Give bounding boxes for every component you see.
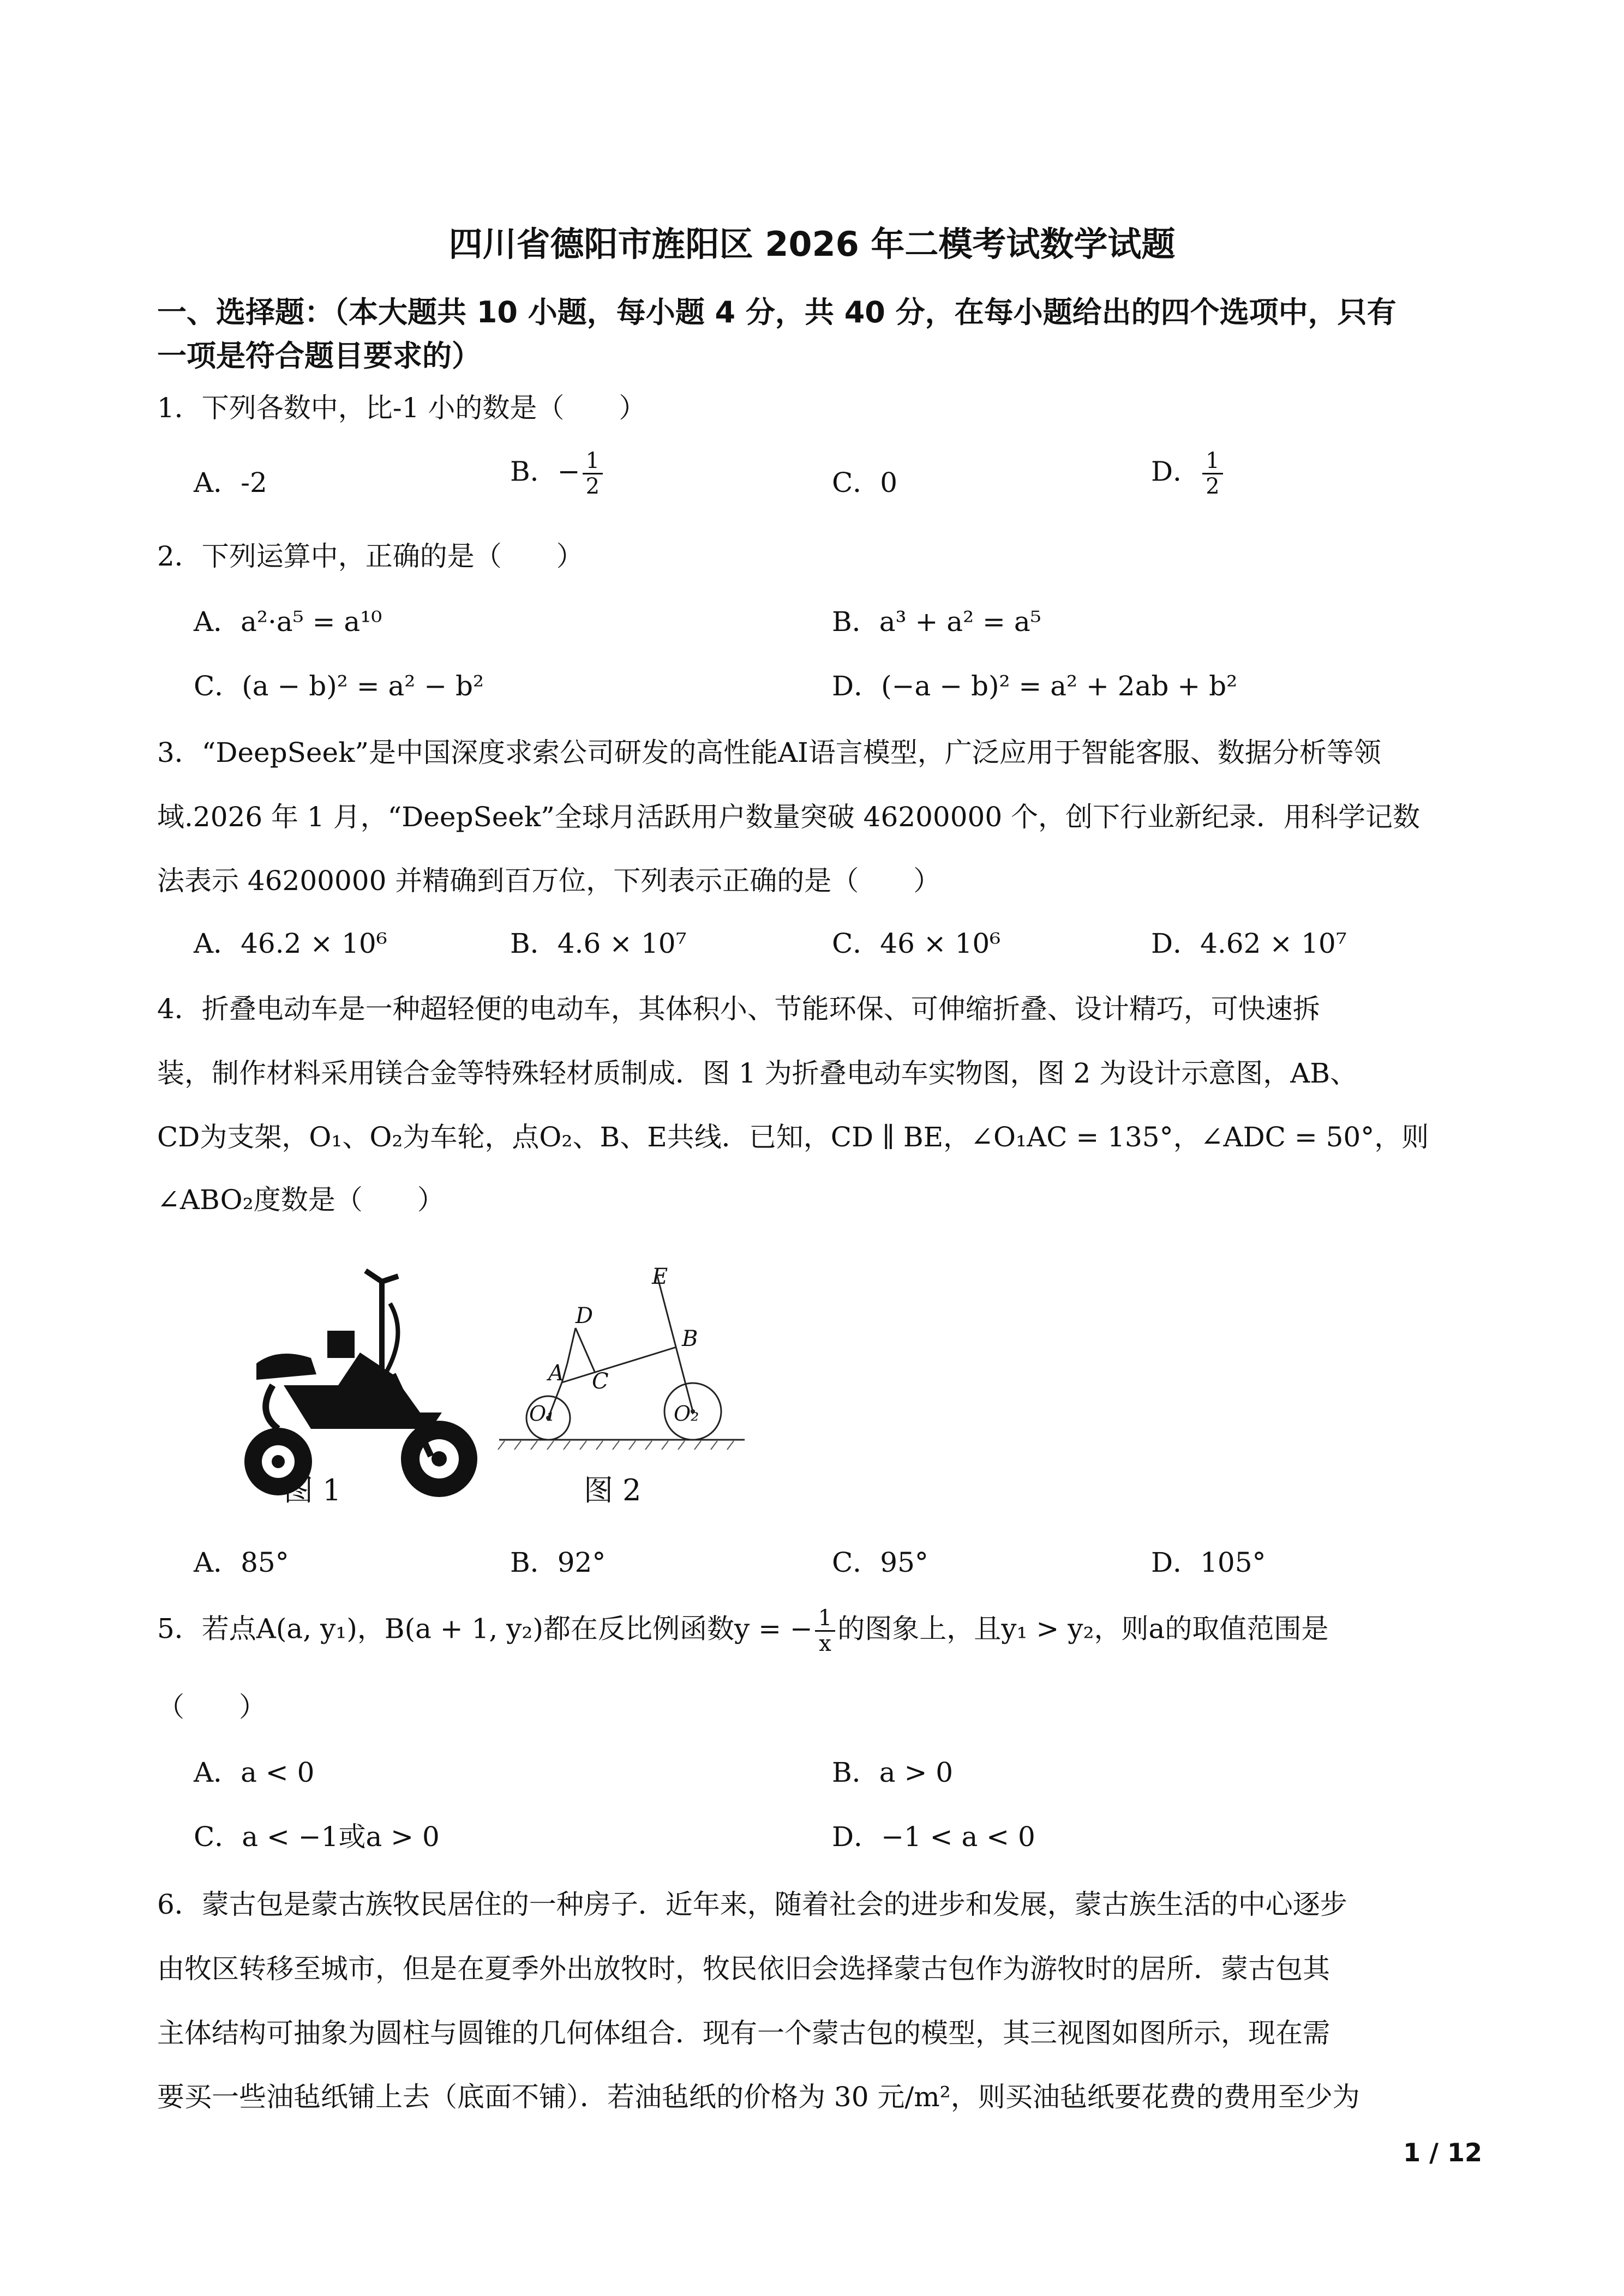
q3-option-d: D．4.62 × 10⁷	[1151, 928, 1347, 959]
q5-fraction	[815, 1606, 835, 1656]
q1-option-b	[510, 449, 605, 498]
q1-d-denominator: 2	[1206, 474, 1220, 499]
question-1-stem: 1．下列各数中，比-1 小的数是（ ）	[157, 392, 646, 424]
q1-option-c: C．0	[832, 467, 898, 498]
label-O2: O₂	[674, 1402, 699, 1426]
q4-option-d: D．105°	[1151, 1547, 1266, 1578]
section-heading-line2: 一项是符合题目要求的）	[157, 339, 481, 373]
q3-option-b: B．4.6 × 10⁷	[510, 928, 687, 959]
label-C: C	[592, 1369, 609, 1394]
label-D: D	[576, 1303, 594, 1329]
question-5-line2: （ ）	[157, 1691, 266, 1723]
page-title: 四川省德阳市旌阳区 2026 年二模考试数学试题	[448, 224, 1176, 264]
q1-option-d	[1151, 449, 1225, 498]
question-4-line3: CD为支架，O₁、O₂为车轮，点O₂、B、E共线．已知，CD ∥ BE，∠O₁AC = 135°，∠ADC = 50°，则	[157, 1121, 1429, 1153]
scooter-illustration	[202, 1249, 486, 1511]
q1-option-b-fraction	[583, 449, 603, 498]
q4-option-b: B．92°	[510, 1547, 606, 1578]
q5-numerator: 1	[815, 1606, 835, 1632]
q2-option-c: C．(a − b)² = a² − b²	[194, 670, 484, 702]
question-4-line2: 装，制作材料采用镁合金等特殊轻材质制成．图 1 为折叠电动车实物图，图 2 为设计示意图，AB、	[157, 1057, 1358, 1089]
question-6-line4: 要买一些油毡纸铺上去（底面不铺）．若油毡纸的价格为 30 元/m²，则买油毡纸要花费的费用至少为	[157, 2081, 1360, 2113]
question-4-line4: ∠ABO₂度数是（ ）	[157, 1184, 445, 1216]
q1-d-numerator: 1	[1202, 449, 1223, 474]
q5-option-b: B．a > 0	[832, 1757, 954, 1788]
question-6-line2: 由牧区转移至城市，但是在夏季外出放牧时，牧民依旧会选择蒙古包作为游牧时的居所．蒙古包其	[157, 1953, 1330, 1985]
q5-option-d: D．−1 < a < 0	[832, 1821, 1035, 1853]
q4-option-a: A．85°	[194, 1547, 289, 1578]
q1-option-d-prefix: D．	[1151, 455, 1201, 488]
question-4-line1: 4．折叠电动车是一种超轻便的电动车，其体积小、节能环保、可伸缩折叠、设计精巧，可快速拆	[157, 993, 1320, 1025]
q5-line1-suffix: 的图象上，且y₁ > y₂，则a的取值范围是	[837, 1613, 1329, 1645]
figure-1-caption: 图 1	[284, 1473, 341, 1507]
question-6-line1: 6．蒙古包是蒙古族牧民居住的一种房子．近年来，随着社会的进步和发展，蒙古族生活的中心逐步	[157, 1889, 1347, 1920]
question-3-line3: 法表示 46200000 并精确到百万位，下列表示正确的是（ ）	[157, 865, 941, 897]
label-A: A	[548, 1361, 564, 1386]
figure-2-diagram	[494, 1238, 761, 1511]
q1-option-b-prefix: B．−	[510, 455, 580, 488]
label-B: B	[682, 1326, 698, 1351]
question-5-line1	[157, 1606, 1328, 1656]
q5-option-c: C．a < −1或a > 0	[194, 1821, 440, 1853]
label-O1: O₁	[529, 1402, 555, 1426]
q1-b-numerator: 1	[583, 449, 603, 474]
question-3-line2: 域.2026 年 1 月，“DeepSeek”全球月活跃用户数量突破 46200000 个，创下行业新纪录．用科学记数	[157, 801, 1421, 833]
label-E: E	[652, 1264, 668, 1289]
figure-1-scooter	[202, 1249, 486, 1511]
q3-option-c: C．46 × 10⁶	[832, 928, 1001, 959]
question-3-line1: 3．“DeepSeek”是中国深度求索公司研发的高性能AI语言模型，广泛应用于智能客服、数据分析等领	[157, 737, 1381, 768]
page-number: 1 / 12	[1403, 2138, 1482, 2167]
q1-b-denominator: 2	[585, 474, 600, 499]
q5-denominator: x	[819, 1631, 831, 1656]
q2-option-d: D．(−a − b)² = a² + 2ab + b²	[832, 670, 1238, 702]
figure-2-caption: 图 2	[584, 1473, 642, 1507]
question-6-line3: 主体结构可抽象为圆柱与圆锥的几何体组合．现有一个蒙古包的模型，其三视图如图所示，现在需	[157, 2017, 1330, 2049]
q5-line1-prefix: 5．若点A(a, y₁)，B(a + 1, y₂)都在反比例函数y = −	[157, 1613, 813, 1645]
q1-option-d-fraction	[1202, 449, 1223, 498]
q5-option-a: A．a < 0	[194, 1757, 315, 1788]
q3-option-a: A．46.2 × 10⁶	[194, 928, 387, 959]
q1-option-a: A．-2	[194, 467, 267, 498]
q2-option-a: A．a²·a⁵ = a¹⁰	[194, 606, 382, 638]
q4-option-c: C．95°	[832, 1547, 928, 1578]
section-heading-line1: 一、选择题：（本大题共 10 小题，每小题 4 分，共 40 分，在每小题给出的四个选项中，只有	[157, 295, 1397, 329]
q2-option-b: B．a³ + a² = a⁵	[832, 606, 1041, 638]
question-2-stem: 2．下列运算中，正确的是（ ）	[157, 540, 584, 572]
